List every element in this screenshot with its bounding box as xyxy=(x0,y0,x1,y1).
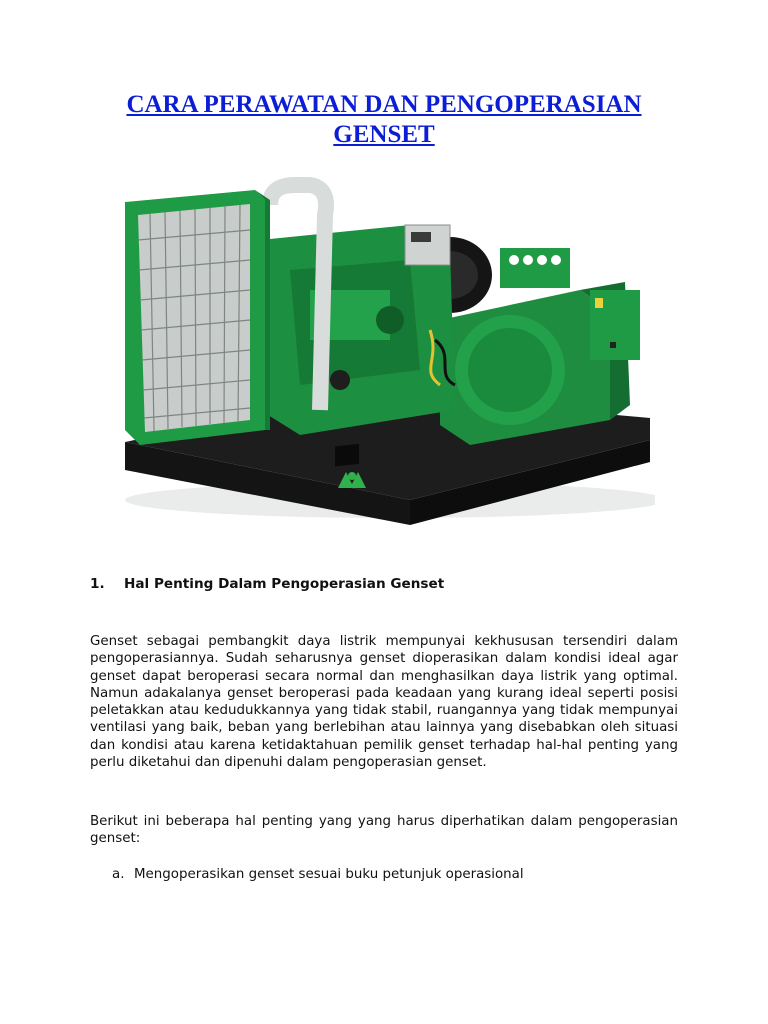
paragraph-list-intro: Berikut ini beberapa hal penting yang yang harus diperhatikan dalam pengoperasian genset: xyxy=(90,814,678,847)
section-heading-text: Hal Penting Dalam Pengoperasian Genset xyxy=(124,576,445,592)
list-marker: a. xyxy=(112,867,125,882)
title-line-2: GENSET xyxy=(333,121,435,148)
genset-image xyxy=(110,170,655,530)
document-title xyxy=(60,90,708,150)
list-item-text: Mengoperasikan genset sesuai buku petunjuk operasional xyxy=(134,867,524,882)
section-heading xyxy=(90,576,444,592)
list-item xyxy=(112,867,524,882)
paragraph-intro: Genset sebagai pembangkit daya listrik mempunyai kekhususan tersendiri dalam pengoperasiannya. Sudah seharusnya genset dioperasikan dalam kondisi ideal agar genset dapat beroperasi secara normal dan menghasilkan daya listrik yang optimal. Namun adakalanya genset beroperasi pada keadaan yang kurang ideal seperti posisi peletakkan atau kedudukkannya yang tidak stabil, ruangannya yang tidak mempunyai ventilasi yang baik, beban yang berlebihan atau lainnya yang disebabkan oleh situasi dan kondisi atau karena ketidaktahuan pemilik genset terhadap hal-hal penting yang perlu diketahui dan dipenuhi dalam pengoperasian genset. xyxy=(90,634,678,771)
title-line-1: CARA PERAWATAN DAN PENGOPERASIAN xyxy=(126,91,642,118)
section-number: 1. xyxy=(90,576,105,592)
